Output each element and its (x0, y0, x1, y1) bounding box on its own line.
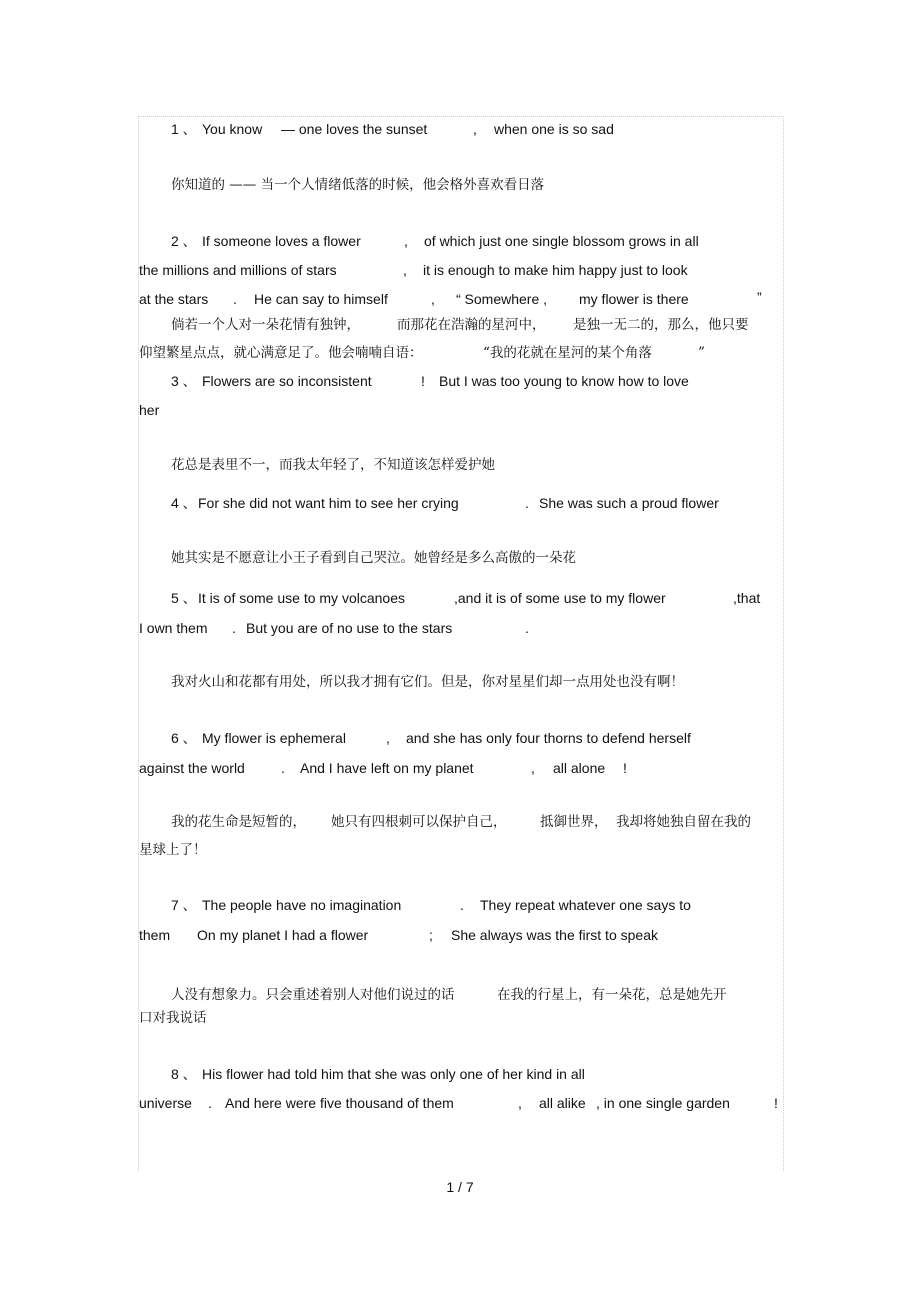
text-run: her (139, 402, 160, 418)
text-run: She was such a proud flower (539, 495, 719, 511)
text-run: my flower is there (579, 291, 689, 307)
page-number: 1 / 7 (446, 1179, 474, 1195)
text-run: ” (757, 289, 762, 305)
text-run: universe (139, 1095, 192, 1111)
text-run: , (531, 760, 535, 776)
text-run: , (473, 121, 477, 137)
text-run: of which just one single blossom grows in all (424, 233, 699, 249)
text-run: , (404, 233, 408, 249)
text-run: against the world (139, 760, 245, 776)
text-run: all alike (539, 1095, 586, 1111)
text-run: ! (774, 1095, 778, 1111)
translation: 仰望繁星点点，就心满意足了。他会喃喃自语： (139, 345, 423, 361)
text-run: , (431, 291, 435, 307)
translation: 星球上了！ (139, 842, 207, 858)
text-run: And here were five thousand of them (225, 1095, 454, 1111)
text-run: ; (429, 927, 433, 943)
item-number: 4 、 (171, 495, 197, 511)
item-number: 3 、 (171, 373, 197, 389)
text-run: ! (623, 760, 627, 776)
text-run: when one is so sad (494, 121, 614, 137)
translation: 而那花在浩瀚的星河中， (397, 317, 546, 333)
translation: 花总是表里不一，而我太年轻了，不知道该怎样爱护她 (171, 457, 495, 473)
text-run: . (281, 760, 285, 776)
text-run: them (139, 927, 171, 943)
translation: “我的花就在星河的某个角落 (483, 345, 652, 361)
text-run: He can say to himself (254, 291, 388, 307)
translation: 我的花生命是短暂的， (171, 814, 306, 830)
translation: 你知道的 —— 当一个人情绪低落的时候，他会格外喜欢看日落 (171, 177, 545, 193)
text-run: , in one single garden (596, 1095, 730, 1111)
item-number: 2 、 (171, 233, 197, 249)
translation: 在我的行星上，有一朵花，总是她先开 (497, 987, 727, 1003)
text-run: . (525, 495, 529, 511)
text-run: “ Somewhere , (456, 291, 548, 307)
text-run: . (525, 620, 529, 636)
text-run: I own them (139, 620, 208, 636)
translation: 抵御世界， (540, 814, 608, 830)
text-run: But you are of no use to the stars (246, 620, 453, 636)
text-run: , (403, 262, 407, 278)
translation: 倘若一个人对一朵花情有独钟， (171, 317, 360, 333)
text-run: , (518, 1095, 522, 1111)
item-number: 7 、 (171, 897, 197, 913)
text-run: . (233, 291, 237, 307)
translation: ” (698, 345, 705, 361)
translation: 口对我说话 (139, 1010, 207, 1026)
text-run: all alone (553, 760, 606, 776)
translation: 人没有想象力。只会重述着别人对他们说过的话 (171, 987, 455, 1003)
translation: 她其实是不愿意让小王子看到自己哭泣。她曾经是多么高傲的一朵花 (171, 550, 576, 566)
text-run: The people have no imagination (202, 897, 402, 913)
item-number: 5 、 (171, 590, 197, 606)
text-run: . (208, 1095, 212, 1111)
text-run: the millions and millions of stars (139, 262, 337, 278)
item-number: 8 、 (171, 1066, 197, 1082)
text-run: You know (202, 121, 263, 137)
text-run: For she did not want him to see her crying (198, 495, 459, 511)
text-run: it is enough to make him happy just to look (423, 262, 688, 278)
text-run: ! (421, 373, 425, 389)
text-run: It is of some use to my volcanoes (198, 590, 405, 606)
translation: 是独一无二的，那么，他只要 (573, 317, 749, 333)
text-run: If someone loves a flower (202, 233, 361, 249)
text-run: ,that (733, 590, 761, 606)
text-run: ,and it is of some use to my flower (454, 590, 666, 606)
translation: 我对火山和花都有用处，所以我才拥有它们。但是，你对星星们却一点用处也没有啊！ (171, 674, 684, 690)
translation: 我却将她独自留在我的 (616, 814, 751, 830)
text-run: They repeat whatever one says to (480, 897, 691, 913)
item-number: 6 、 (171, 730, 197, 746)
text-run: — one loves the sunset (281, 121, 428, 137)
text-run: Flowers are so inconsistent (202, 373, 372, 389)
text-run: She always was the first to speak (451, 927, 658, 943)
text-run: His flower had told him that she was only one of her kind in all (202, 1066, 585, 1082)
text-run: . (460, 897, 464, 913)
text-run: , (386, 730, 390, 746)
translation: 她只有四根刺可以保护自己， (331, 814, 507, 830)
text-run: And I have left on my planet (300, 760, 474, 776)
text-run: at the stars (139, 291, 209, 307)
text-run: But I was too young to know how to love (439, 373, 689, 389)
item-number: 1 、 (171, 121, 197, 137)
text-run: On my planet I had a flower (197, 927, 369, 943)
text-run: . (232, 620, 236, 636)
text-run: My flower is ephemeral (202, 730, 346, 746)
text-run: and she has only four thorns to defend herself (406, 730, 691, 746)
